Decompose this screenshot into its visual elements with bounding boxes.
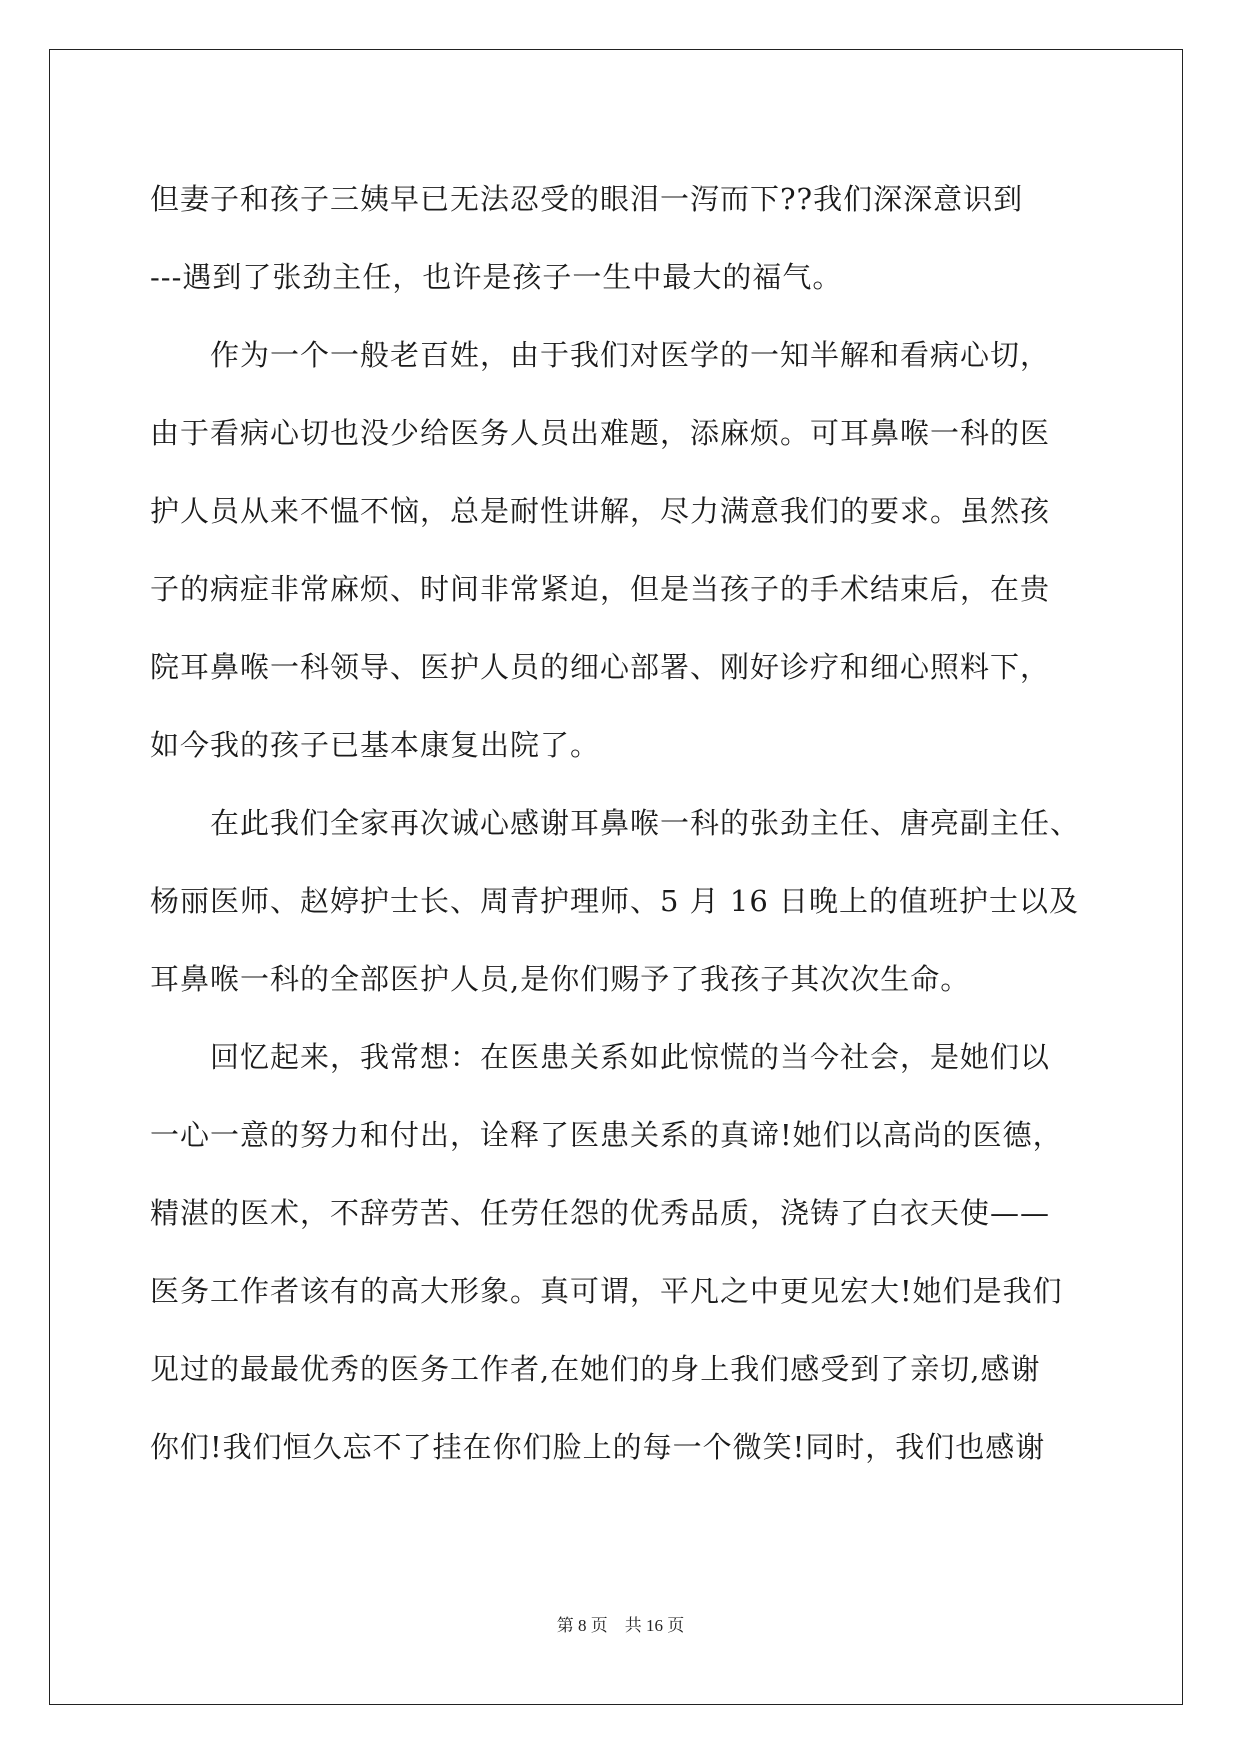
text-line: 院耳鼻喉一科领导、医护人员的细心部署、刚好诊疗和细心照料下， xyxy=(150,650,1051,684)
text-line: 如今我的孩子已基本康复出院了。 xyxy=(150,728,601,762)
text-line: 作为一个一般老百姓，由于我们对医学的一知半解和看病心切， xyxy=(150,338,1051,372)
text-line: 精湛的医术，不辞劳苦、任劳任怨的优秀品质，浇铸了白衣天使—— xyxy=(150,1196,1051,1230)
paragraph xyxy=(150,784,1090,1018)
text-line: 子的病症非常麻烦、时间非常紧迫，但是当孩子的手术结束后，在贵 xyxy=(150,572,1051,606)
page-number-footer: 第 8 页 共 16 页 xyxy=(556,1616,685,1635)
text-line: 耳鼻喉一科的全部医护人员,是你们赐予了我孩子其次次生命。 xyxy=(150,962,971,996)
text-line: 见过的最最优秀的医务工作者,在她们的身上我们感受到了亲切,感谢 xyxy=(150,1352,1041,1386)
paragraph xyxy=(150,1018,1090,1486)
text-line: ---遇到了张劲主任，也许是孩子一生中最大的福气。 xyxy=(150,260,843,294)
text-line: 但妻子和孩子三姨早已无法忍受的眼泪一泻而下??我们深深意识到 xyxy=(150,182,1024,216)
text-line: 护人员从来不愠不恼，总是耐性讲解，尽力满意我们的要求。虽然孩 xyxy=(150,494,1051,528)
text-line: 在此我们全家再次诚心感谢耳鼻喉一科的张劲主任、唐亮副主任、 xyxy=(150,806,1081,840)
paragraph xyxy=(150,160,1090,316)
text-line: 医务工作者该有的高大形象。真可谓，平凡之中更见宏大!她们是我们 xyxy=(150,1274,1063,1308)
text-line: 杨丽医师、赵婷护士长、周青护理师、5 月 16 日晚上的值班护士以及 xyxy=(150,884,1080,918)
text-line: 回忆起来，我常想：在医患关系如此惊慌的当今社会，是她们以 xyxy=(150,1040,1051,1074)
paragraph xyxy=(150,316,1090,784)
text-line: 你们!我们恒久忘不了挂在你们脸上的每一个微笑!同时，我们也感谢 xyxy=(150,1430,1046,1464)
text-line: 一心一意的努力和付出，诠释了医患关系的真谛!她们以高尚的医德， xyxy=(150,1118,1063,1152)
document-body xyxy=(150,160,1090,1486)
text-line: 由于看病心切也没少给医务人员出难题，添麻烦。可耳鼻喉一科的医 xyxy=(150,416,1051,450)
